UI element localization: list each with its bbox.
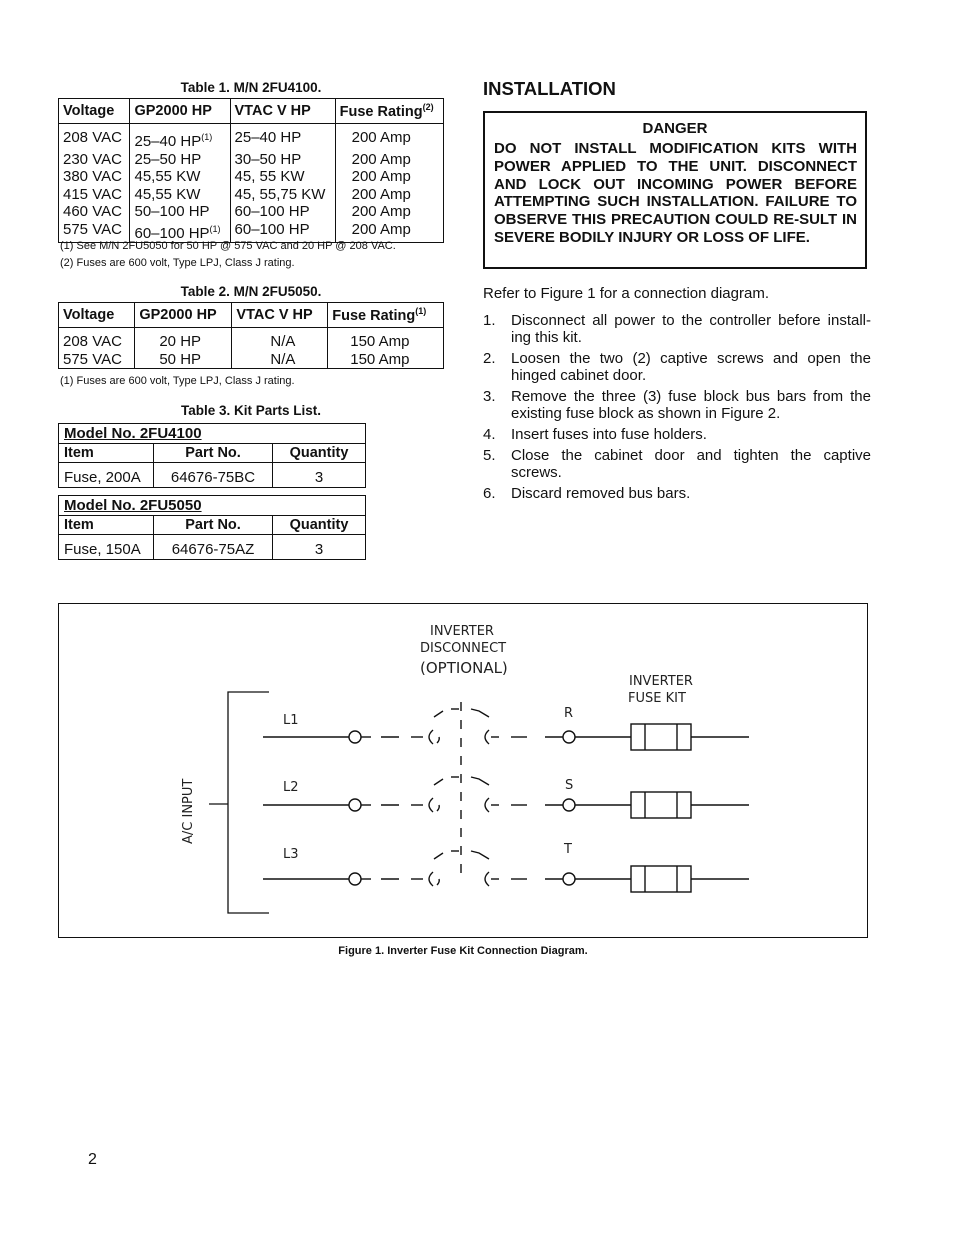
- kit-model-row: [59, 424, 366, 444]
- table1-note-1: (1) See M/N 2FU5050 for 50 HP @ 575 VAC and 20 HP @ 208 VAC.: [60, 240, 396, 252]
- output-label-t: T: [564, 842, 572, 857]
- table1-cell: 45, 55,75 KW: [230, 186, 335, 204]
- phase-1-terminal: [563, 731, 575, 743]
- table1-header-row: [59, 99, 444, 124]
- table2-header-gp2000: GP2000 HP: [135, 303, 232, 328]
- table1-header-fuse: Fuse Rating$^{(2)}$: [335, 99, 443, 124]
- kit-cell: Fuse, 200A: [59, 463, 154, 488]
- table-row: [59, 186, 444, 204]
- table2-header-fuse: Fuse Rating$^{(1)}$: [328, 303, 444, 328]
- step-text: Disconnect all power to the controller before install-ing this kit.: [511, 312, 871, 346]
- phase-2-disconnect-contact: [429, 798, 433, 812]
- kit-cell: 3: [273, 535, 366, 560]
- table1-cell: 415 VAC: [59, 186, 130, 204]
- list-item: [483, 426, 871, 443]
- kit-header-item: Item: [59, 516, 154, 535]
- phase-1-disconnect-contact: [429, 730, 433, 744]
- output-label-s: S: [565, 778, 574, 793]
- phase-1-disconnect-contact-tail: [437, 737, 439, 743]
- table2-cell: N/A: [232, 328, 328, 351]
- figure1-caption: Figure 1. Inverter Fuse Kit Connection Diagram.: [338, 945, 588, 957]
- table-row: [59, 328, 444, 351]
- table-row: [59, 203, 444, 221]
- table1-header-vtac: VTAC V HP: [230, 99, 335, 124]
- table2-cell: 20 HP: [135, 328, 232, 351]
- table2-cell: 150 Amp: [328, 328, 444, 351]
- danger-text: DO NOT INSTALL MODIFICATION KITS WITH POWER APPLIED TO THE UNIT. DISCONNECT AND LOCK OUT INCOMING POWER BEFORE ATTEMPTING SUCH INSTALLATION. FAILURE TO OBSERVE THIS PRECAUTION COULD RE-SULT IN SEVERE BODILY INJURY OR LOSS OF LIFE.: [494, 140, 857, 246]
- list-item: [483, 388, 871, 422]
- table1-cell: 60–100 HP: [230, 203, 335, 221]
- phase-2-fuse: [631, 792, 691, 818]
- table1-cell: 25–40 HP: [230, 124, 335, 151]
- step-text: Discard removed bus bars.: [511, 485, 691, 502]
- table2-note-1: (1) Fuses are 600 volt, Type LPJ, Class J rating.: [60, 375, 295, 387]
- table1-cell: 25–50 HP: [130, 151, 230, 169]
- step-text: Loosen the two (2) captive screws and open the hinged cabinet door.: [511, 350, 871, 384]
- step-number: 5.: [483, 447, 496, 464]
- kit-cell: 64676-75AZ: [154, 535, 273, 560]
- phase-3-disconnect-contact-tail: [437, 879, 439, 885]
- step-number: 2.: [483, 350, 496, 367]
- table1-cell: 230 VAC: [59, 151, 130, 169]
- table-row: [59, 351, 444, 369]
- kit-header-row: [59, 444, 366, 463]
- kit-cell: 3: [273, 463, 366, 488]
- table2-header-row: [59, 303, 444, 328]
- table1-cell: 45,55 KW: [130, 168, 230, 186]
- kit-cell: Fuse, 150A: [59, 535, 154, 560]
- phase-2-disconnect-contact: [485, 798, 489, 812]
- phase-3-disconnect-contact: [485, 872, 489, 886]
- table1-cell: 30–50 HP: [230, 151, 335, 169]
- kit-header-row: [59, 516, 366, 535]
- table2-cell: 575 VAC: [59, 351, 135, 369]
- disconnect-label-line2: DISCONNECT: [420, 641, 507, 656]
- table1-caption: Table 1. M/N 2FU4100.: [180, 80, 322, 95]
- phase-3-terminal: [349, 873, 361, 885]
- connection-diagram: [59, 604, 867, 937]
- line-label-l3: L3: [283, 847, 299, 862]
- table1-cell: 200 Amp: [335, 151, 443, 169]
- step-number: 6.: [483, 485, 496, 502]
- table1-cell: 25–40 HP$^{(1)}$: [130, 124, 230, 151]
- line-label-l2: L2: [283, 780, 299, 795]
- list-item: [483, 312, 871, 346]
- disconnect-label-line1: INVERTER: [430, 624, 494, 639]
- list-item: [483, 485, 871, 502]
- table1-cell: 200 Amp: [335, 221, 443, 243]
- table1: [58, 98, 444, 243]
- table2-cell: 50 HP: [135, 351, 232, 369]
- step-number: 3.: [483, 388, 496, 405]
- table2-cell: 150 Amp: [328, 351, 444, 369]
- kit-header-qty: Quantity: [273, 444, 366, 463]
- kit-header-item: Item: [59, 444, 154, 463]
- table2-cell: N/A: [232, 351, 328, 369]
- output-label-r: R: [564, 706, 574, 721]
- danger-title: DANGER: [642, 120, 708, 137]
- table1-header-gp2000: GP2000 HP: [130, 99, 230, 124]
- phase-3-terminal: [563, 873, 575, 885]
- kit-header-part: Part No.: [154, 516, 273, 535]
- phase-2-arc-segment: [471, 777, 489, 785]
- table1-header-voltage: Voltage: [59, 99, 130, 124]
- table2-caption: Table 2. M/N 2FU5050.: [180, 284, 322, 299]
- danger-box: [483, 111, 867, 269]
- table1-note-2: (2) Fuses are 600 volt, Type LPJ, Class J rating.: [60, 257, 295, 269]
- phase-2-arc-segment: [434, 779, 443, 785]
- step-text: Remove the three (3) fuse block bus bars from the existing fuse block as shown in Figure 2.: [511, 388, 871, 422]
- bracket: [209, 692, 269, 913]
- table2-header-voltage: Voltage: [59, 303, 135, 328]
- table1-cell: 50–100 HP: [130, 203, 230, 221]
- kit-cell: 64676-75BC: [154, 463, 273, 488]
- phase-1-arc-segment: [471, 709, 489, 717]
- phase-1-fuse: [631, 724, 691, 750]
- phase-3-arc-segment: [471, 851, 489, 859]
- table-row: [59, 168, 444, 186]
- kit-table-2fu4100: [58, 423, 366, 488]
- table-row: [59, 463, 366, 488]
- phase-2-disconnect-contact-tail: [437, 805, 439, 811]
- table1-cell: 208 VAC: [59, 124, 130, 151]
- table1-cell: 45,55 KW: [130, 186, 230, 204]
- installation-intro: Refer to Figure 1 for a connection diagram.: [483, 285, 769, 302]
- fuse-kit-label-line2: FUSE KIT: [628, 691, 686, 706]
- kit-table-2fu5050: [58, 495, 366, 560]
- table3-caption: Table 3. Kit Parts List.: [180, 403, 322, 418]
- step-text: Close the cabinet door and tighten the captive screws.: [511, 447, 871, 481]
- kit-model-label: Model No. 2FU5050: [59, 496, 366, 516]
- table1-cell: 380 VAC: [59, 168, 130, 186]
- fuse-kit-label-line1: INVERTER: [629, 674, 693, 689]
- table2: [58, 302, 444, 369]
- disconnect-label-line3: (OPTIONAL): [420, 659, 508, 677]
- list-item: [483, 350, 871, 384]
- kit-model-label: Model No. 2FU4100: [59, 424, 366, 444]
- phase-1-terminal: [349, 731, 361, 743]
- installation-steps: [483, 312, 871, 506]
- installation-heading: INSTALLATION: [483, 78, 616, 99]
- phase-3-arc-segment: [434, 853, 443, 859]
- phase-2-terminal: [563, 799, 575, 811]
- step-number: 4.: [483, 426, 496, 443]
- step-number: 1.: [483, 312, 496, 329]
- step-text: Insert fuses into fuse holders.: [511, 426, 707, 443]
- kit-header-qty: Quantity: [273, 516, 366, 535]
- phase-3-fuse: [631, 866, 691, 892]
- table2-cell: 208 VAC: [59, 328, 135, 351]
- ac-input-label: A/C INPUT: [181, 778, 196, 844]
- table-row: [59, 124, 444, 151]
- table1-cell: 60–100 HP: [230, 221, 335, 243]
- figure1-frame: [58, 603, 868, 938]
- phase-2-terminal: [349, 799, 361, 811]
- table1-cell: 200 Amp: [335, 168, 443, 186]
- phase-3-disconnect-contact: [429, 872, 433, 886]
- page-number: 2: [88, 1151, 97, 1168]
- kit-header-part: Part No.: [154, 444, 273, 463]
- table1-cell: 200 Amp: [335, 124, 443, 151]
- list-item: [483, 447, 871, 481]
- table1-cell: 200 Amp: [335, 203, 443, 221]
- table1-cell: 460 VAC: [59, 203, 130, 221]
- table1-cell: 575 VAC: [59, 221, 130, 243]
- line-label-l1: L1: [283, 713, 299, 728]
- phase-1-disconnect-contact: [485, 730, 489, 744]
- table-row: [59, 151, 444, 169]
- table1-cell: 200 Amp: [335, 186, 443, 204]
- phase-lines: [263, 702, 749, 892]
- table2-header-vtac: VTAC V HP: [232, 303, 328, 328]
- table1-cell: 45, 55 KW: [230, 168, 335, 186]
- table1-cell: 60–100 HP$^{(1)}$: [130, 221, 230, 243]
- table-row: [59, 535, 366, 560]
- kit-model-row: [59, 496, 366, 516]
- phase-1-arc-segment: [434, 711, 443, 717]
